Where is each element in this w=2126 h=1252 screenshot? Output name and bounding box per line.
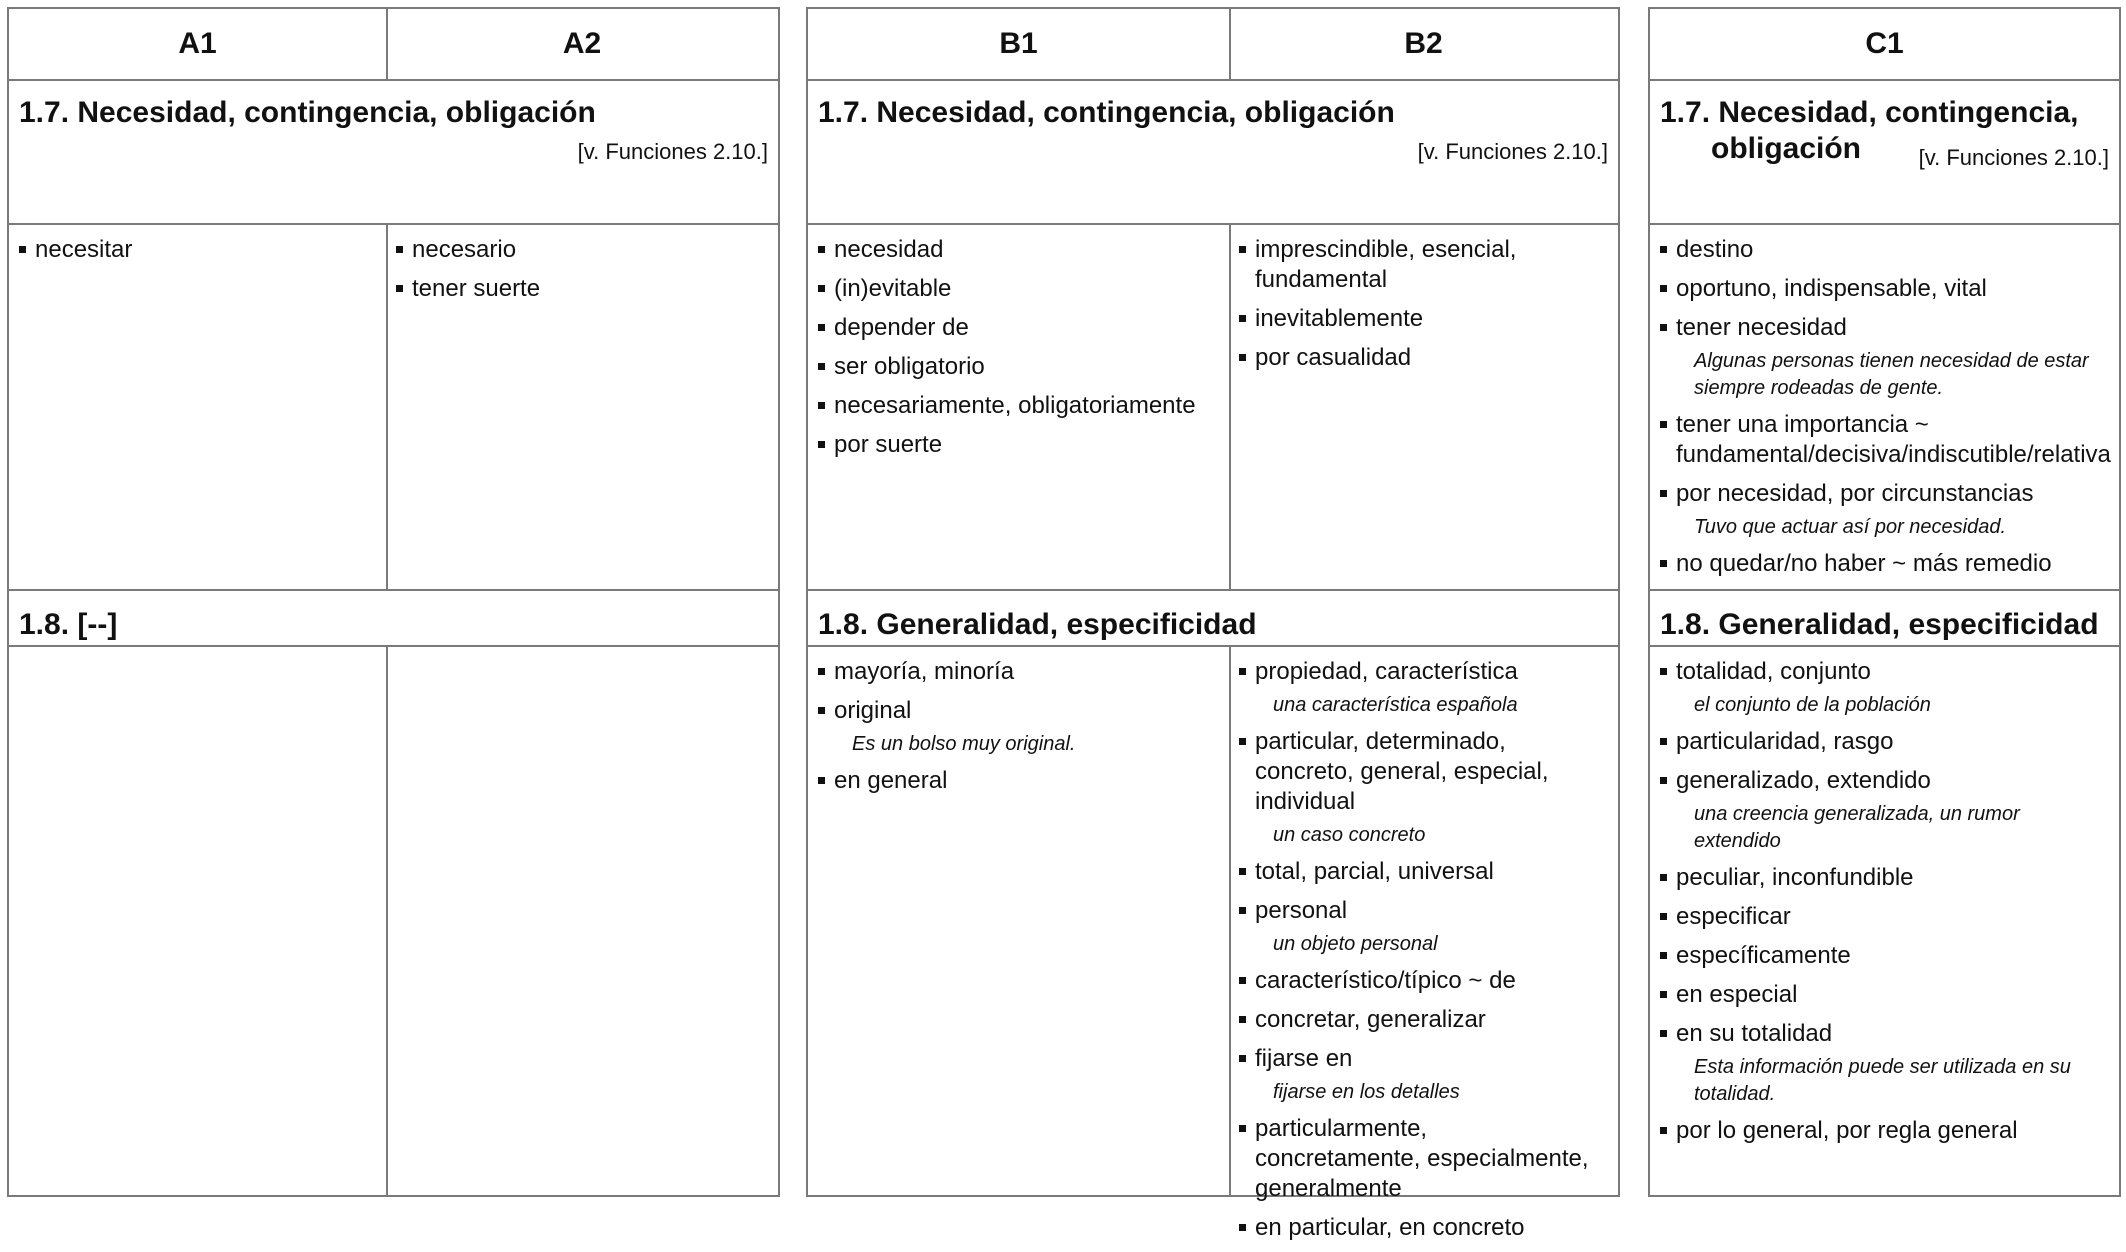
b2-1-8-list: [1239, 657, 1589, 1252]
list-item: total, parcial, universal: [1239, 857, 1589, 887]
column-divider: [386, 645, 388, 1195]
divider: [808, 223, 1618, 225]
section-1-8-title: 1.8. Generalidad, especificidad: [818, 608, 1257, 641]
divider: [808, 645, 1618, 647]
column-divider: [386, 9, 388, 79]
divider: [1650, 589, 2119, 591]
example-text: un objeto personal: [1273, 933, 1438, 955]
section-1-8-title: 1.8. [--]: [19, 608, 118, 641]
list-item: necesitar: [19, 235, 379, 265]
list-item: en particular, en concreto: [1239, 1213, 1589, 1243]
b1-1-7-list: [818, 235, 1223, 469]
column-divider: [386, 223, 388, 589]
list-item: particularmente, concretamente, especialmente, generalmente: [1239, 1114, 1589, 1204]
level-header-a2: A2: [562, 27, 602, 60]
section-1-7-reference: [v. Funciones 2.10.]: [577, 139, 768, 164]
list-item: (in)evitable: [818, 274, 1223, 304]
list-item: en general: [818, 766, 1223, 796]
c1-1-7-list: [1660, 235, 2111, 588]
list-item: no quedar/no haber ~ más remedio: [1660, 549, 2090, 579]
list-item: generalizado, extendido: [1660, 766, 2090, 796]
example-text: un caso concreto: [1273, 824, 1426, 846]
list-item: en especial: [1660, 980, 2090, 1010]
divider: [1650, 223, 2119, 225]
section-1-8-title: 1.8. Generalidad, especificidad: [1660, 608, 2099, 641]
example-text: Tuvo que actuar así por necesidad.: [1694, 516, 2007, 538]
list-item: por casualidad: [1239, 343, 1539, 373]
column-divider: [1229, 645, 1231, 1195]
example-text: Es un bolso muy original.: [852, 733, 1076, 755]
c1-1-8-list: [1660, 657, 2090, 1155]
section-1-7-title: 1.7. Necesidad, contingencia, obligación: [818, 96, 1395, 129]
list-item: en su totalidad: [1660, 1019, 2090, 1049]
list-item: ser obligatorio: [818, 352, 1223, 382]
list-item: específicamente: [1660, 941, 2090, 971]
panel-c: [1648, 7, 2121, 1197]
list-item: original: [818, 696, 1223, 726]
column-divider: [1229, 223, 1231, 589]
divider: [808, 79, 1618, 81]
level-header-b2: B2: [1404, 27, 1443, 60]
list-item: inevitablemente: [1239, 304, 1539, 334]
section-1-7-title: 1.7. Necesidad, contingencia, obligación: [19, 96, 596, 129]
list-item: destino: [1660, 235, 2090, 265]
list-item: mayoría, minoría: [818, 657, 1223, 687]
example-text: Algunas personas tienen necesidad de estar siempre rodeadas de gente.: [1694, 350, 2089, 399]
list-item: por suerte: [818, 430, 1223, 460]
a2-1-7-list: [396, 235, 766, 313]
divider: [808, 589, 1618, 591]
level-header-c1: C1: [1865, 27, 1904, 60]
section-1-7-reference: [v. Funciones 2.10.]: [1417, 139, 1608, 164]
divider: [9, 589, 778, 591]
list-item: concretar, generalizar: [1239, 1005, 1589, 1035]
example-text: fijarse en los detalles: [1273, 1081, 1460, 1103]
example-text: una creencia generalizada, un rumor extendido: [1694, 803, 2020, 852]
divider: [9, 223, 778, 225]
b1-1-8-list: [818, 657, 1223, 805]
divider: [9, 645, 778, 647]
list-item: totalidad, conjunto: [1660, 657, 2090, 687]
a1-1-7-list: [19, 235, 379, 274]
list-item: tener una importancia ~ fundamental/decisiva/indiscutible/relativa: [1660, 410, 2090, 470]
list-item: propiedad, característica: [1239, 657, 1589, 687]
list-item: por necesidad, por circunstancias: [1660, 479, 2090, 509]
section-1-7-title-line1: 1.7. Necesidad, contingencia,: [1660, 96, 2079, 129]
list-item: imprescindible, esencial, fundamental: [1239, 235, 1539, 295]
divider: [1650, 79, 2119, 81]
column-divider: [1229, 9, 1231, 79]
level-header-b1: B1: [999, 27, 1038, 60]
list-item: fijarse en: [1239, 1044, 1589, 1074]
panel-a: [7, 7, 780, 1197]
divider: [9, 79, 778, 81]
level-header-a1: A1: [178, 27, 217, 60]
section-1-7-reference: [v. Funciones 2.10.]: [1918, 145, 2109, 170]
list-item: particularidad, rasgo: [1660, 727, 2090, 757]
example-text: Esta información puede ser utilizada en su totalidad.: [1694, 1056, 2071, 1105]
list-item: característico/típico ~ de: [1239, 966, 1589, 996]
list-item: necesariamente, obligatoriamente: [818, 391, 1223, 421]
panel-b: [806, 7, 1620, 1241]
list-item: tener suerte: [396, 274, 766, 304]
list-item: necesario: [396, 235, 766, 265]
list-item: particular, determinado, concreto, general, especial, individual: [1239, 727, 1589, 817]
list-item: depender de: [818, 313, 1223, 343]
list-item: especificar: [1660, 902, 2090, 932]
b2-1-7-list: [1239, 235, 1539, 382]
list-item: por lo general, por regla general: [1660, 1116, 2090, 1146]
example-text: el conjunto de la población: [1694, 694, 1931, 716]
list-item: necesidad: [818, 235, 1223, 265]
section-1-7-title-line2: obligación: [1711, 132, 1861, 165]
list-item: tener necesidad: [1660, 313, 2090, 343]
example-text: una característica española: [1273, 694, 1518, 716]
list-item: personal: [1239, 896, 1589, 926]
list-item: peculiar, inconfundible: [1660, 863, 2090, 893]
list-item: oportuno, indispensable, vital: [1660, 274, 2090, 304]
divider: [1650, 645, 2119, 647]
